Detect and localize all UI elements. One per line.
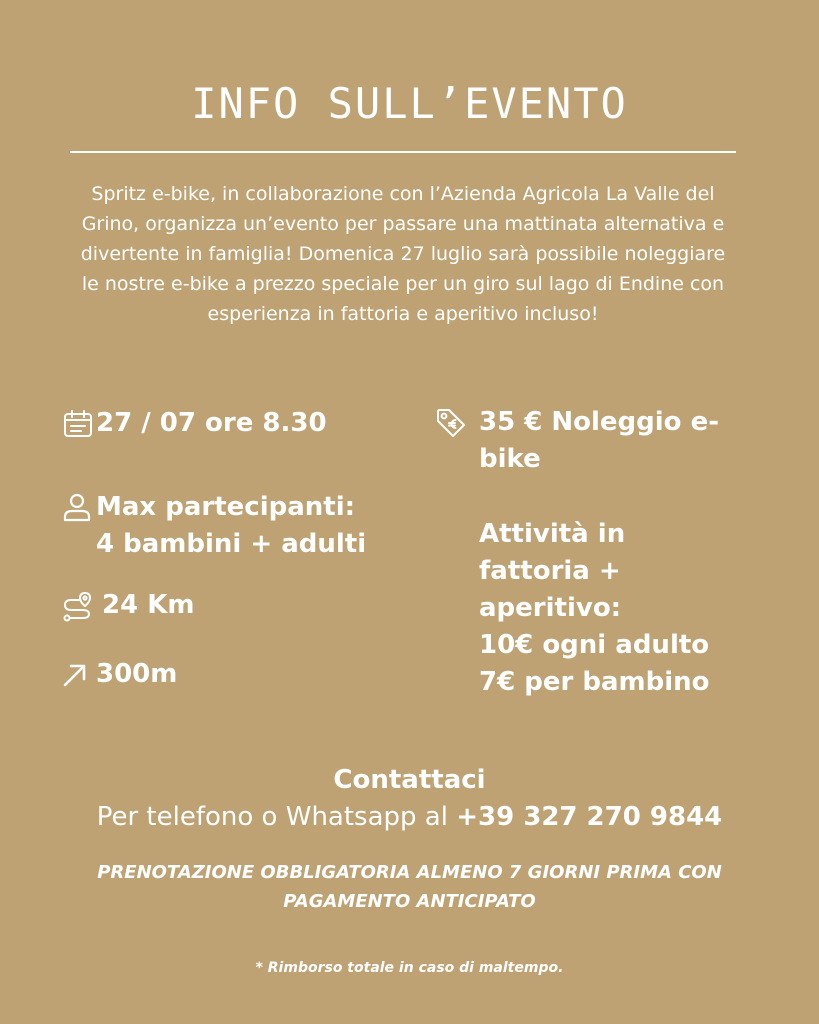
contact-prefix: Per telefono o Whatsapp al: [96, 802, 457, 832]
rental-price-text: 35 € Noleggio e- bike: [479, 407, 720, 474]
booking-notice: PRENOTAZIONE OBBLIGATORIA ALMENO 7 GIORNI PRIMA CON PAGAMENTO ANTICIPATO: [97, 862, 722, 912]
calendar-icon: [62, 405, 96, 442]
person-icon: [62, 489, 96, 526]
contact-heading: Contattaci: [333, 765, 486, 795]
arrow-up-right-icon: [62, 656, 96, 693]
event-description: Spritz e-bike, in collaborazione con l’Azienda Agricola La Valle del Grino, organizza un’evento per passare una mattinata alternativa e divertente in famiglia! Domenica 27 luglio sarà possibile noleggiare le nostre e-bike a prezzo speciale per un giro sul lago di Endine con esperienza in fattoria e aperitivo incluso!: [80, 183, 726, 325]
phone-number[interactable]: +39 327 270 9844: [456, 802, 723, 832]
rental-price: [434, 404, 774, 478]
contact-line: [0, 798, 819, 836]
refund-note: * Rimborso totale in caso di maltempo.: [255, 960, 564, 976]
route-icon: [62, 587, 102, 624]
elevation-gain: [62, 656, 177, 693]
route-distance-text: 24 Km: [102, 590, 195, 620]
elevation-gain-text: 300m: [96, 659, 178, 689]
max-participants-text: Max partecipanti: 4 bambini + adulti: [96, 492, 367, 559]
title-divider: [70, 151, 736, 153]
farm-activity-pricing: Attività in fattoria + aperitivo: 10€ ogni adulto 7€ per bambino: [479, 519, 710, 697]
route-distance: [62, 587, 194, 624]
max-participants: [62, 489, 366, 563]
event-date: [62, 405, 327, 442]
page-title: INFO SULL’EVENTO: [191, 79, 628, 128]
price-tag-icon: [434, 404, 479, 441]
event-date-text: 27 / 07 ore 8.30: [96, 408, 327, 438]
